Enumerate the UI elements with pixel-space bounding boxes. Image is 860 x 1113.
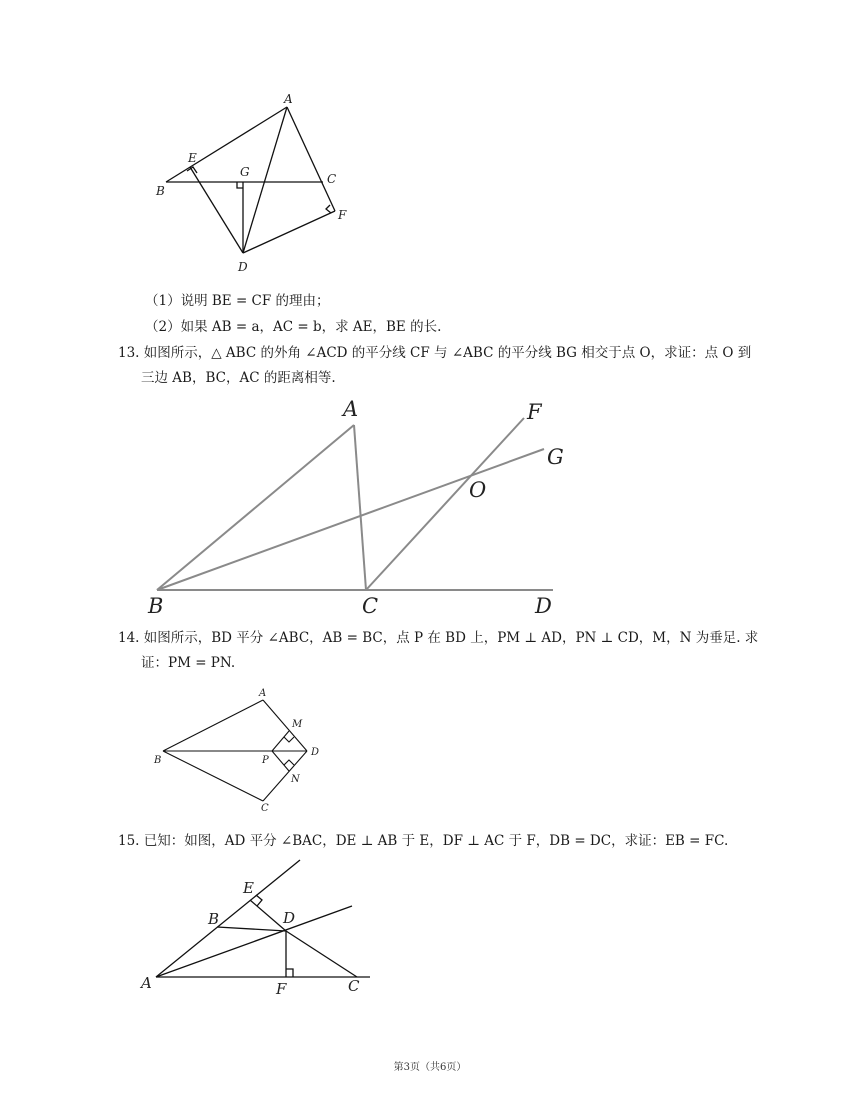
label-c: C [261,803,269,814]
q13-text-line2: 三边 AB，BC，AC 的距离相等. [141,370,336,386]
label-d: D [535,594,552,618]
label-c: C [362,594,379,618]
label-b: B [208,910,220,928]
label-p: P [262,755,269,766]
q14-text-line1: 14. 如图所示，BD 平分 ∠ABC，AB = BC，点 P 在 BD 上，PM ⊥ AD，PN ⊥ CD，M，N 为垂足. 求 [118,630,759,646]
label-a: A [284,92,293,106]
q14-text-line2: 证：PM = PN. [141,655,236,671]
q12-part2: （2）如果 AB = a，AC = b，求 AE，BE 的长. [145,319,442,335]
label-f: F [338,208,347,222]
label-m: M [292,719,303,730]
label-f: F [527,400,542,424]
q13-text-line1: 13. 如图所示，△ ABC 的外角 ∠ACD 的平分线 CF 与 ∠ABC 的平分线 BG 相交于点 O，求证：点 O 到 [118,345,752,361]
page-footer: 第3页（共6页） [393,1062,467,1073]
label-n: N [291,774,300,785]
label-c: C [327,172,337,186]
q15-text-line1: 15. 已知：如图，AD 平分 ∠BAC，DE ⊥ AB 于 E，DF ⊥ AC 于 F，DB = DC，求证：EB = FC. [118,833,729,849]
label-d: D [311,747,320,758]
label-e: E [188,151,197,165]
label-g: G [240,165,250,179]
label-d: D [238,260,248,274]
label-d: D [283,909,296,927]
label-f: F [276,980,287,998]
label-c: C [348,977,360,995]
label-b: B [148,594,164,618]
label-a: A [141,974,152,992]
label-a: A [259,688,267,699]
label-b: B [154,755,162,766]
label-b: B [156,184,165,198]
label-e: E [243,879,254,897]
label-o: O [469,478,487,502]
q12-part1: （1）说明 BE = CF 的理由； [145,293,330,309]
label-a: A [343,397,359,421]
label-g: G [547,445,564,469]
